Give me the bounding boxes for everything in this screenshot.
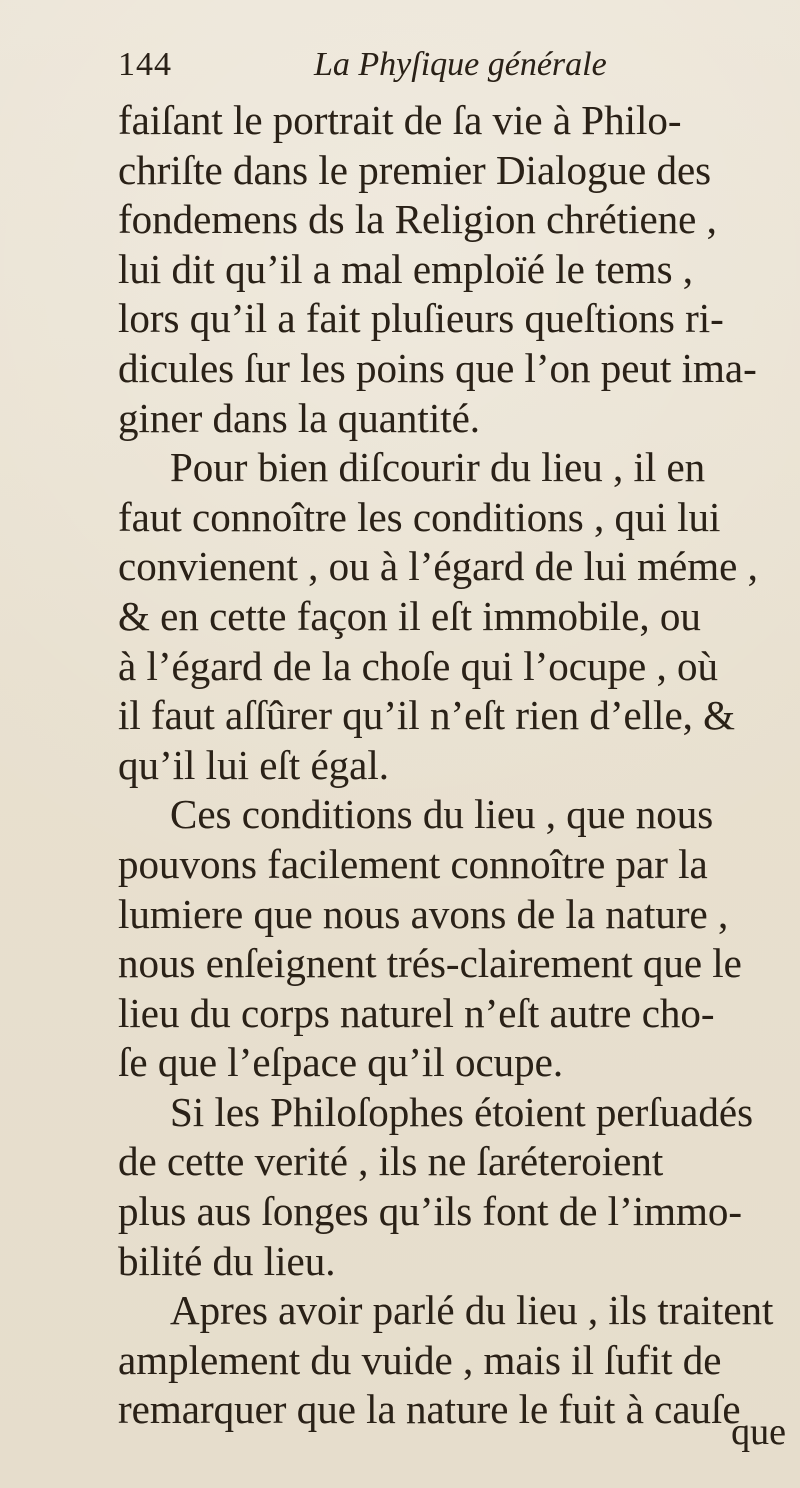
text-line-12: à l’égard de la choſe qui l’ocupe , où	[118, 642, 718, 689]
text-line-27: remarquer que la nature le fuit à cauſe	[118, 1386, 741, 1433]
text-line-22: de cette verité , ils ne ſaréteroient	[118, 1138, 664, 1185]
text-line-11: & en cette façon il eſt immobile, ou	[118, 592, 701, 639]
text-line-9: faut connoître les conditions , qui lui	[118, 493, 721, 540]
text-line-3: fondemens ds la Religion chrétiene ,	[118, 196, 717, 243]
text-line-21: Si les Philoſophes étoient perſuadés	[170, 1088, 754, 1135]
text-line-6: dicules ſur les poins que l’on peut ima-	[118, 344, 757, 391]
text-line-18: nous enſeignent trés-clairement que le	[118, 940, 742, 987]
page-header	[118, 48, 688, 102]
text-line-24: bilité du lieu.	[118, 1237, 336, 1284]
page-number: 144	[118, 46, 172, 83]
text-line-17: lumiere que nous avons de la nature ,	[118, 890, 729, 937]
text-line-7: giner dans la quantité.	[118, 394, 481, 441]
running-head: La Phyſique générale	[314, 46, 607, 83]
text-line-8: Pour bien diſcourir du lieu , il en	[170, 444, 706, 491]
text-line-16: pouvons facilement connoître par la	[118, 840, 708, 887]
text-line-26: amplement du vuide , mais il ſufit de	[118, 1336, 722, 1383]
text-line-15: Ces conditions du lieu , que nous	[170, 791, 714, 838]
text-line-20: ſe que l’eſpace qu’il ocupe.	[118, 1039, 564, 1086]
text-line-10: convienent , ou à l’égard de lui méme ,	[118, 543, 758, 590]
text-line-5: lors qu’il a fait pluſieurs queſtions ri-	[118, 295, 724, 342]
text-line-13: il faut aſſûrer qu’il n’eſt rien d’elle, &	[118, 692, 736, 739]
text-line-25: Apres avoir parlé du lieu , ils traitent	[170, 1287, 774, 1334]
catchword: que	[731, 1411, 786, 1453]
text-line-4: lui dit qu’il a mal emploïé le tems ,	[118, 245, 694, 292]
text-line-14: qu’il lui eſt égal.	[118, 741, 389, 788]
text-line-2: chriſte dans le premier Dialogue des	[118, 146, 712, 193]
text-line-1: faiſant le portrait de ſa vie à Philo-	[118, 97, 682, 143]
body-text	[118, 96, 792, 1435]
text-line-23: plus aus ſonges qu’ils font de l’immo-	[118, 1188, 743, 1235]
text-line-19: lieu du corps naturel n’eſt autre cho-	[118, 989, 715, 1036]
